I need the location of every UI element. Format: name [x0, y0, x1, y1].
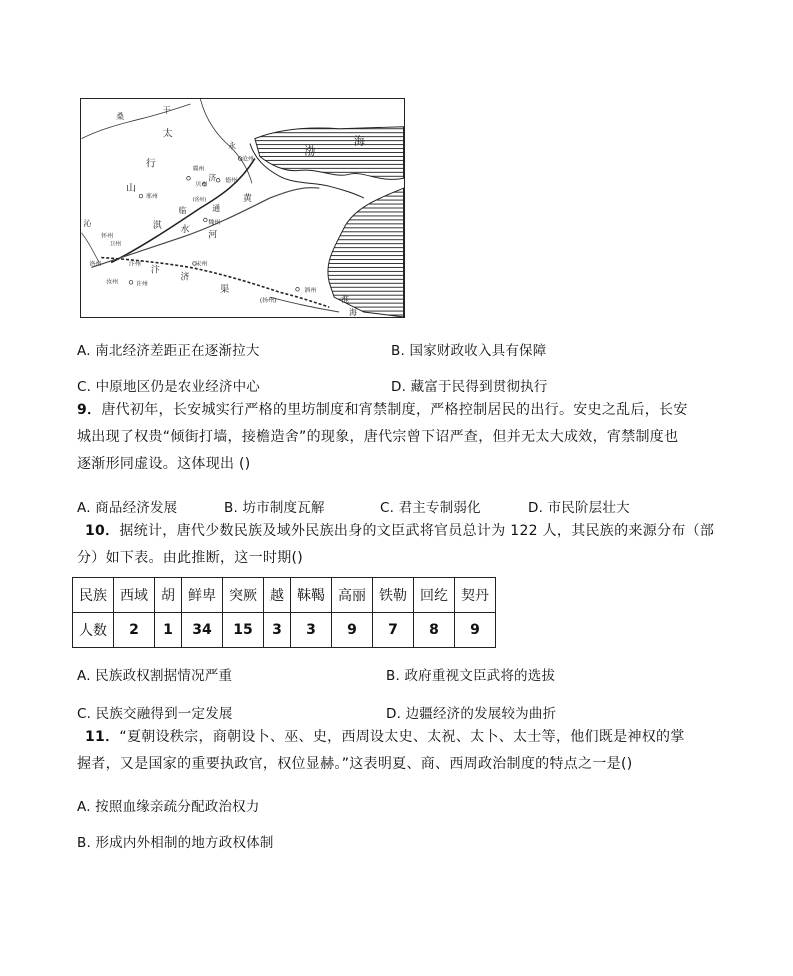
map-label-bei: 贝州 [195, 181, 208, 189]
q11-text-1: “夏朝设秩宗，商朝设卜、巫、史，西周设太史、太祝、太卜、太士等，他们既是神权的掌 [119, 729, 685, 745]
qin-river [81, 233, 99, 263]
table-value-cell: 34 [182, 613, 223, 648]
table-header-cell: 鲜卑 [182, 578, 223, 613]
table-header-cell: 靺鞨 [291, 578, 332, 613]
map-label-lin: 临 [178, 205, 187, 215]
map-label-xuzhou: 许州 [135, 280, 148, 288]
canal-map-figure [80, 98, 405, 318]
map-label-yangzhou: (扬州) [259, 297, 277, 305]
table-value-cell: 3 [264, 613, 291, 648]
table-header-cell: 民族 [73, 578, 114, 613]
map-label-ji: 济 [208, 173, 217, 183]
q9-number: 9． [77, 402, 102, 418]
question-9 [77, 397, 777, 478]
q11-option-b[interactable]: B. 形成内外相制的地方政权体制 [77, 835, 274, 851]
map-label-qian: 干 [162, 105, 171, 115]
table-row-values [73, 613, 496, 648]
map-label-ruzhou: 汝州 [106, 278, 119, 286]
bohai-sea-area [255, 127, 404, 180]
map-label-jizhou: 冀州 [192, 165, 205, 173]
map-label-cangzhou: 沧州 [242, 155, 254, 163]
table-header-cell: 突厥 [223, 578, 264, 613]
map-label-weiz: 卫州 [109, 240, 122, 248]
map-label-tai: 太 [162, 128, 173, 140]
question-10 [77, 518, 785, 572]
map-label-luozhou: 洛州 [89, 260, 102, 268]
table-value-cell: 7 [373, 613, 414, 648]
east-sea-area [328, 188, 404, 317]
map-label-qu: 渠 [220, 285, 230, 296]
map-label-bo: 渤 [304, 144, 316, 158]
q11-line-1 [85, 724, 785, 751]
map-label-ji2: 济 [180, 272, 190, 283]
map-label-hai: 海 [353, 134, 365, 148]
map-label-qin: 沁 [83, 218, 92, 228]
q11-line-2: 握者，又是国家的重要执政官，权位显赫。”这表明夏、商、西周政治制度的特点之一是() [77, 756, 633, 772]
map-label-eizhou: (洺州) [192, 197, 207, 204]
table-row-header [73, 578, 496, 613]
table-header-cell: 胡 [155, 578, 182, 613]
river-line-north [200, 99, 252, 183]
table-value-cell: 9 [332, 613, 373, 648]
map-label-xingzhou: 邢州 [145, 193, 158, 201]
q9-line-2: 城出现了权贵“倾街打墙，接檐造舍”的现象，唐代宗曾下诏严查，但并无太大成效，宵禁制度也 [77, 429, 679, 445]
q9-text-1: 唐代初年，长安城实行严格的里坊制度和宵禁制度，严格控制居民的出行。安史之乱后，长安 [101, 402, 688, 418]
q9-line-1 [77, 397, 777, 424]
map-label-he: 河 [208, 230, 218, 241]
map-label-tongjian: 通 [212, 203, 221, 213]
map-label-sang: 桑 [116, 111, 125, 121]
ethnic-distribution-table [72, 577, 496, 648]
q10-number: 10． [85, 523, 120, 539]
table-header-cell: 契丹 [455, 578, 496, 613]
mountain-line [81, 104, 190, 139]
q8-option-b[interactable]: B. 国家财政收入具有保障 [391, 343, 547, 359]
map-label-bian: 汴 [150, 265, 160, 276]
q10-line-1 [85, 518, 785, 545]
q10-option-d[interactable]: D. 边疆经济的发展较为曲折 [386, 706, 557, 722]
map-label-huaizhou: 怀州 [101, 232, 114, 240]
map-label-bianzhou: 汴州 [129, 260, 141, 268]
map-label-dezhou: 德州 [225, 177, 238, 185]
q9-line-3: 逐渐形同虚设。这体现出 () [77, 456, 251, 472]
table-value-cell: 人数 [73, 613, 114, 648]
table-value-cell: 1 [155, 613, 182, 648]
map-label-songzhou: 宋州 [195, 260, 208, 268]
q10-option-a[interactable]: A. 民族政权割据情况严重 [77, 668, 233, 684]
table-header-cell: 回纥 [414, 578, 455, 613]
table-value-cell: 15 [223, 613, 264, 648]
question-11 [77, 724, 785, 778]
q11-option-a[interactable]: A. 按照血缘亲疏分配政治权力 [77, 799, 260, 815]
q8-option-a[interactable]: A. 南北经济差距正在逐渐拉大 [77, 343, 260, 359]
table-header-cell: 越 [264, 578, 291, 613]
map-label-shan: 山 [126, 183, 136, 195]
map-label-huang: 黄 [242, 194, 252, 205]
table-header-cell: 铁勒 [373, 578, 414, 613]
q9-option-d[interactable]: D. 市民阶层壮大 [528, 500, 630, 516]
table-value-cell: 2 [114, 613, 155, 648]
map-label-weizhou: 魏州 [208, 218, 221, 226]
q9-option-a[interactable]: A. 商品经济发展 [77, 500, 178, 516]
q10-option-b[interactable]: B. 政府重视文臣武将的选拔 [386, 668, 556, 684]
map-label-qi: 淇 [152, 220, 162, 231]
q8-option-d[interactable]: D. 藏富于民得到贯彻执行 [391, 379, 548, 395]
table-header-cell: 西域 [114, 578, 155, 613]
q10-option-c[interactable]: C. 民族交融得到一定发展 [77, 706, 233, 722]
map-label-hang: 行 [145, 158, 156, 170]
q10-line-2: 分）如下表。由此推断，这一时期() [77, 550, 304, 566]
table-value-cell: 9 [455, 613, 496, 648]
map-label-yong: 永 [228, 141, 237, 151]
q9-option-c[interactable]: C. 君主专制弱化 [380, 500, 481, 516]
map-label-hai2: 海 [349, 308, 357, 317]
table-value-cell: 3 [291, 613, 332, 648]
q11-number: 11． [85, 729, 120, 745]
q9-option-b[interactable]: B. 坊市制度瓦解 [224, 500, 325, 516]
table-header-cell: 高丽 [332, 578, 373, 613]
q10-text-1: 据统计，唐代少数民族及域外民族出身的文臣武将官员总计为 122 人，其民族的来源分布（部 [119, 523, 715, 539]
map-label-sizhou: 泗州 [304, 287, 317, 295]
table-value-cell: 8 [414, 613, 455, 648]
map-label-wei: 淮 [341, 295, 350, 305]
canal-map-svg [81, 99, 404, 317]
q8-option-c[interactable]: C. 中原地区仍是农业经济中心 [77, 379, 261, 395]
map-label-shui: 水 [180, 224, 190, 235]
